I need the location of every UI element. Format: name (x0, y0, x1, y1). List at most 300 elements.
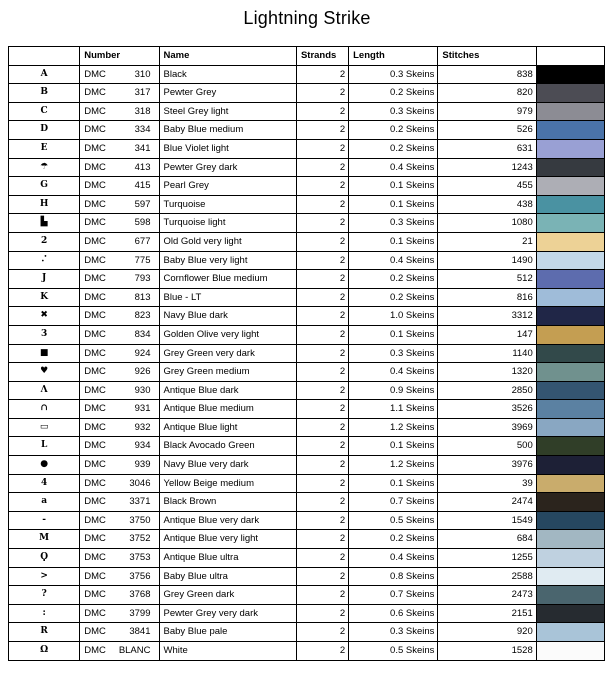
table-row (9, 325, 605, 344)
floss-number-cell (80, 121, 159, 140)
stitches-value: 1080 (438, 214, 536, 233)
floss-number: 924 (134, 347, 151, 359)
floss-brand: DMC (84, 514, 106, 526)
floss-number: 341 (134, 142, 151, 154)
color-swatch (536, 84, 604, 103)
floss-number-cell (80, 307, 159, 326)
length-value: 1.1 Skeins (349, 400, 438, 419)
floss-name: Baby Blue ultra (159, 567, 296, 586)
floss-number-cell (80, 251, 159, 270)
strands-value: 2 (296, 511, 348, 530)
floss-name: Pewter Grey very dark (159, 604, 296, 623)
stitches-value: 3969 (438, 418, 536, 437)
stitch-symbol: L (9, 437, 80, 456)
stitches-value: 3526 (438, 400, 536, 419)
strands-value: 2 (296, 270, 348, 289)
stitch-symbol: ∩ (9, 400, 80, 419)
color-swatch (536, 418, 604, 437)
table-row (9, 195, 605, 214)
strands-value: 2 (296, 139, 348, 158)
color-swatch (536, 511, 604, 530)
color-swatch (536, 177, 604, 196)
table-row (9, 251, 605, 270)
strands-value: 2 (296, 493, 348, 512)
floss-brand: DMC (84, 607, 106, 619)
floss-brand: DMC (84, 477, 106, 489)
strands-value: 2 (296, 586, 348, 605)
table-row (9, 418, 605, 437)
table-row (9, 65, 605, 84)
stitches-value: 1549 (438, 511, 536, 530)
stitches-value: 2588 (438, 567, 536, 586)
header-length: Length (349, 47, 438, 66)
floss-name: Navy Blue very dark (159, 456, 296, 475)
table-row (9, 586, 605, 605)
length-value: 0.1 Skeins (349, 177, 438, 196)
floss-name: Cornflower Blue medium (159, 270, 296, 289)
strands-value: 2 (296, 232, 348, 251)
stitch-symbol: ● (9, 456, 80, 475)
floss-number-cell (80, 418, 159, 437)
table-row (9, 474, 605, 493)
strands-value: 2 (296, 344, 348, 363)
stitch-symbol: > (9, 567, 80, 586)
strands-value: 2 (296, 288, 348, 307)
stitches-value: 526 (438, 121, 536, 140)
strands-value: 2 (296, 567, 348, 586)
stitches-value: 920 (438, 623, 536, 642)
color-swatch (536, 344, 604, 363)
length-value: 0.7 Skeins (349, 586, 438, 605)
stitch-symbol: 2 (9, 232, 80, 251)
floss-name: Steel Grey light (159, 102, 296, 121)
length-value: 0.3 Skeins (349, 344, 438, 363)
stitch-symbol: ♥ (9, 363, 80, 382)
floss-brand: DMC (84, 180, 106, 192)
floss-number-cell (80, 139, 159, 158)
stitch-symbol: K (9, 288, 80, 307)
color-swatch (536, 567, 604, 586)
stitches-value: 1140 (438, 344, 536, 363)
floss-name: Baby Blue pale (159, 623, 296, 642)
stitches-value: 979 (438, 102, 536, 121)
table-row (9, 642, 605, 661)
floss-number: 926 (134, 366, 151, 378)
floss-number-cell (80, 623, 159, 642)
floss-number: 3841 (129, 626, 151, 638)
floss-number-cell (80, 270, 159, 289)
stitches-value: 1255 (438, 549, 536, 568)
stitches-value: 631 (438, 139, 536, 158)
stitch-symbol: ☂ (9, 158, 80, 177)
table-row (9, 437, 605, 456)
stitch-symbol: ⠌ (9, 251, 80, 270)
header-symbol (9, 47, 80, 66)
table-row (9, 177, 605, 196)
stitches-value: 39 (438, 474, 536, 493)
table-row (9, 270, 605, 289)
stitches-value: 2473 (438, 586, 536, 605)
floss-name: Baby Blue medium (159, 121, 296, 140)
stitches-value: 820 (438, 84, 536, 103)
floss-brand: DMC (84, 217, 106, 229)
strands-value: 2 (296, 456, 348, 475)
floss-name: Turquoise light (159, 214, 296, 233)
length-value: 0.9 Skeins (349, 381, 438, 400)
stitch-symbol: ■ (9, 344, 80, 363)
stitch-symbol: R (9, 623, 80, 642)
strands-value: 2 (296, 158, 348, 177)
table-row (9, 288, 605, 307)
table-row (9, 604, 605, 623)
stitch-symbol: A (9, 65, 80, 84)
floss-brand: DMC (84, 421, 106, 433)
floss-number: 318 (134, 105, 151, 117)
length-value: 0.8 Skeins (349, 567, 438, 586)
table-row (9, 158, 605, 177)
color-swatch (536, 586, 604, 605)
floss-name: Pewter Grey dark (159, 158, 296, 177)
floss-brand: DMC (84, 626, 106, 638)
floss-number: 834 (134, 328, 151, 340)
color-swatch (536, 102, 604, 121)
floss-number-cell (80, 214, 159, 233)
stitch-symbol: ▭ (9, 418, 80, 437)
table-row (9, 307, 605, 326)
length-value: 0.4 Skeins (349, 549, 438, 568)
floss-name: Old Gold very light (159, 232, 296, 251)
floss-number: 677 (134, 235, 151, 247)
color-swatch (536, 623, 604, 642)
length-value: 0.2 Skeins (349, 270, 438, 289)
floss-brand: DMC (84, 366, 106, 378)
floss-number: 317 (134, 87, 151, 99)
stitches-value: 2474 (438, 493, 536, 512)
floss-number-cell (80, 288, 159, 307)
stitch-symbol: ✖ (9, 307, 80, 326)
stitches-value: 500 (438, 437, 536, 456)
table-header (9, 47, 605, 66)
floss-number: 334 (134, 124, 151, 136)
floss-name: Golden Olive very light (159, 325, 296, 344)
floss-number: 3750 (129, 514, 151, 526)
color-swatch (536, 251, 604, 270)
stitch-symbol: : (9, 604, 80, 623)
color-swatch (536, 214, 604, 233)
floss-number: 775 (134, 254, 151, 266)
color-swatch (536, 325, 604, 344)
table-row (9, 493, 605, 512)
stitch-symbol: ? (9, 586, 80, 605)
floss-name: Navy Blue dark (159, 307, 296, 326)
color-swatch (536, 139, 604, 158)
length-value: 0.6 Skeins (349, 604, 438, 623)
stitches-value: 1243 (438, 158, 536, 177)
stitch-symbol: D (9, 121, 80, 140)
stitches-value: 1320 (438, 363, 536, 382)
floss-name: Blue - LT (159, 288, 296, 307)
floss-number: 823 (134, 310, 151, 322)
table-row (9, 623, 605, 642)
floss-name: Antique Blue medium (159, 400, 296, 419)
floss-number-cell (80, 474, 159, 493)
length-value: 0.2 Skeins (349, 84, 438, 103)
table-row (9, 381, 605, 400)
length-value: 0.3 Skeins (349, 102, 438, 121)
length-value: 0.3 Skeins (349, 65, 438, 84)
floss-number-cell (80, 158, 159, 177)
length-value: 0.4 Skeins (349, 363, 438, 382)
stitches-value: 816 (438, 288, 536, 307)
floss-number: 3753 (129, 552, 151, 564)
stitch-symbol: C (9, 102, 80, 121)
color-swatch (536, 604, 604, 623)
floss-name: Grey Green medium (159, 363, 296, 382)
stitches-value: 512 (438, 270, 536, 289)
table-row (9, 567, 605, 586)
length-value: 0.4 Skeins (349, 251, 438, 270)
strands-value: 2 (296, 84, 348, 103)
floss-number-cell (80, 177, 159, 196)
strands-value: 2 (296, 530, 348, 549)
floss-brand: DMC (84, 384, 106, 396)
floss-name: Black Avocado Green (159, 437, 296, 456)
color-swatch (536, 232, 604, 251)
floss-number-cell (80, 232, 159, 251)
floss-number: 930 (134, 384, 151, 396)
strands-value: 2 (296, 307, 348, 326)
floss-number: BLANC (118, 645, 151, 656)
stitch-symbol: E (9, 139, 80, 158)
floss-number-cell (80, 549, 159, 568)
floss-brand: DMC (84, 291, 106, 303)
floss-number: 939 (134, 459, 151, 471)
strands-value: 2 (296, 549, 348, 568)
floss-brand: DMC (84, 235, 106, 247)
floss-number-cell (80, 400, 159, 419)
floss-number-cell (80, 65, 159, 84)
floss-brand: DMC (84, 87, 106, 99)
table-row (9, 400, 605, 419)
floss-number-cell (80, 530, 159, 549)
floss-key-table (8, 46, 605, 661)
floss-number: 3752 (129, 533, 151, 545)
stitch-symbol: - (9, 511, 80, 530)
color-swatch (536, 381, 604, 400)
floss-name: Grey Green very dark (159, 344, 296, 363)
color-swatch (536, 642, 604, 661)
length-value: 0.1 Skeins (349, 325, 438, 344)
length-value: 1.2 Skeins (349, 418, 438, 437)
length-value: 1.2 Skeins (349, 456, 438, 475)
strands-value: 2 (296, 642, 348, 661)
stitches-value: 3976 (438, 456, 536, 475)
table-row (9, 530, 605, 549)
floss-brand: DMC (84, 68, 106, 80)
stitch-symbol: G (9, 177, 80, 196)
floss-number-cell (80, 456, 159, 475)
strands-value: 2 (296, 437, 348, 456)
floss-number-cell (80, 195, 159, 214)
floss-name: Pewter Grey (159, 84, 296, 103)
table-row (9, 456, 605, 475)
color-swatch (536, 158, 604, 177)
length-value: 0.4 Skeins (349, 158, 438, 177)
floss-number-cell (80, 511, 159, 530)
strands-value: 2 (296, 177, 348, 196)
page-title: Lightning Strike (243, 8, 371, 28)
floss-number-cell (80, 567, 159, 586)
length-value: 0.2 Skeins (349, 530, 438, 549)
stitches-value: 2151 (438, 604, 536, 623)
strands-value: 2 (296, 363, 348, 382)
length-value: 0.1 Skeins (349, 232, 438, 251)
floss-name: Grey Green dark (159, 586, 296, 605)
stitch-symbol: a (9, 493, 80, 512)
length-value: 1.0 Skeins (349, 307, 438, 326)
length-value: 0.2 Skeins (349, 139, 438, 158)
stitch-symbol: 4 (9, 474, 80, 493)
floss-brand: DMC (84, 198, 106, 210)
table-row (9, 139, 605, 158)
stitch-symbol: J (9, 270, 80, 289)
color-swatch (536, 493, 604, 512)
stitch-symbol: Ϙ (9, 549, 80, 568)
stitches-value: 438 (438, 195, 536, 214)
stitches-value: 455 (438, 177, 536, 196)
color-swatch (536, 456, 604, 475)
strands-value: 2 (296, 474, 348, 493)
floss-number: 597 (134, 198, 151, 210)
floss-brand: DMC (84, 161, 106, 173)
stitches-value: 2850 (438, 381, 536, 400)
floss-name: Yellow Beige medium (159, 474, 296, 493)
stitch-symbol: H (9, 195, 80, 214)
floss-name: Black Brown (159, 493, 296, 512)
floss-name: Baby Blue very light (159, 251, 296, 270)
color-swatch (536, 195, 604, 214)
floss-number-cell (80, 344, 159, 363)
floss-number: 3799 (129, 607, 151, 619)
floss-name: Antique Blue light (159, 418, 296, 437)
floss-number-cell (80, 493, 159, 512)
color-swatch (536, 307, 604, 326)
stitch-symbol: Ω (9, 642, 80, 661)
floss-number-cell (80, 642, 159, 661)
stitches-value: 3312 (438, 307, 536, 326)
table-row (9, 344, 605, 363)
length-value: 0.5 Skeins (349, 511, 438, 530)
floss-brand: DMC (84, 403, 106, 415)
floss-brand: DMC (84, 589, 106, 601)
table-row (9, 549, 605, 568)
color-swatch (536, 437, 604, 456)
strands-value: 2 (296, 251, 348, 270)
floss-number-cell (80, 437, 159, 456)
floss-number-cell (80, 604, 159, 623)
length-value: 0.7 Skeins (349, 493, 438, 512)
floss-brand: DMC (84, 459, 106, 471)
color-swatch (536, 530, 604, 549)
strands-value: 2 (296, 418, 348, 437)
length-value: 0.5 Skeins (349, 642, 438, 661)
floss-name: Pearl Grey (159, 177, 296, 196)
floss-number-cell (80, 84, 159, 103)
floss-brand: DMC (84, 254, 106, 266)
color-swatch (536, 363, 604, 382)
table-row (9, 214, 605, 233)
stitches-value: 684 (438, 530, 536, 549)
color-swatch (536, 65, 604, 84)
floss-name: Antique Blue dark (159, 381, 296, 400)
floss-number-cell (80, 381, 159, 400)
table-row (9, 102, 605, 121)
floss-name: Black (159, 65, 296, 84)
strands-value: 2 (296, 623, 348, 642)
floss-number: 3768 (129, 589, 151, 601)
header-strands: Strands (296, 47, 348, 66)
strands-value: 2 (296, 214, 348, 233)
stitch-symbol: 3 (9, 325, 80, 344)
floss-number: 932 (134, 421, 151, 433)
floss-name: White (159, 642, 296, 661)
stitches-value: 21 (438, 232, 536, 251)
floss-name: Antique Blue very dark (159, 511, 296, 530)
table-row (9, 232, 605, 251)
length-value: 0.1 Skeins (349, 195, 438, 214)
floss-brand: DMC (84, 310, 106, 322)
length-value: 0.3 Skeins (349, 214, 438, 233)
strands-value: 2 (296, 195, 348, 214)
stitch-symbol: B (9, 84, 80, 103)
header-color (536, 47, 604, 66)
floss-number-cell (80, 325, 159, 344)
color-swatch (536, 549, 604, 568)
length-value: 0.1 Skeins (349, 437, 438, 456)
floss-number: 3046 (129, 477, 151, 489)
floss-number: 931 (134, 403, 151, 415)
color-swatch (536, 288, 604, 307)
floss-number: 310 (134, 68, 151, 80)
length-value: 0.2 Skeins (349, 121, 438, 140)
color-swatch (536, 474, 604, 493)
floss-brand: DMC (84, 570, 106, 582)
stitch-symbol: M (9, 530, 80, 549)
floss-brand: DMC (84, 552, 106, 564)
stitches-value: 1528 (438, 642, 536, 661)
floss-name: Antique Blue very light (159, 530, 296, 549)
table-row (9, 121, 605, 140)
floss-brand: DMC (84, 124, 106, 136)
header-stitches: Stitches (438, 47, 536, 66)
floss-brand: DMC (84, 440, 106, 452)
floss-brand: DMC (84, 328, 106, 340)
table-row (9, 511, 605, 530)
floss-brand: DMC (84, 347, 106, 359)
floss-name: Antique Blue ultra (159, 549, 296, 568)
floss-number: 413 (134, 161, 151, 173)
floss-number: 598 (134, 217, 151, 229)
strands-value: 2 (296, 121, 348, 140)
header-name: Name (159, 47, 296, 66)
header-number: Number (80, 47, 159, 66)
color-swatch (536, 121, 604, 140)
stitches-value: 838 (438, 65, 536, 84)
floss-brand: DMC (84, 645, 106, 656)
floss-number-cell (80, 363, 159, 382)
floss-number: 934 (134, 440, 151, 452)
floss-name: Blue Violet light (159, 139, 296, 158)
